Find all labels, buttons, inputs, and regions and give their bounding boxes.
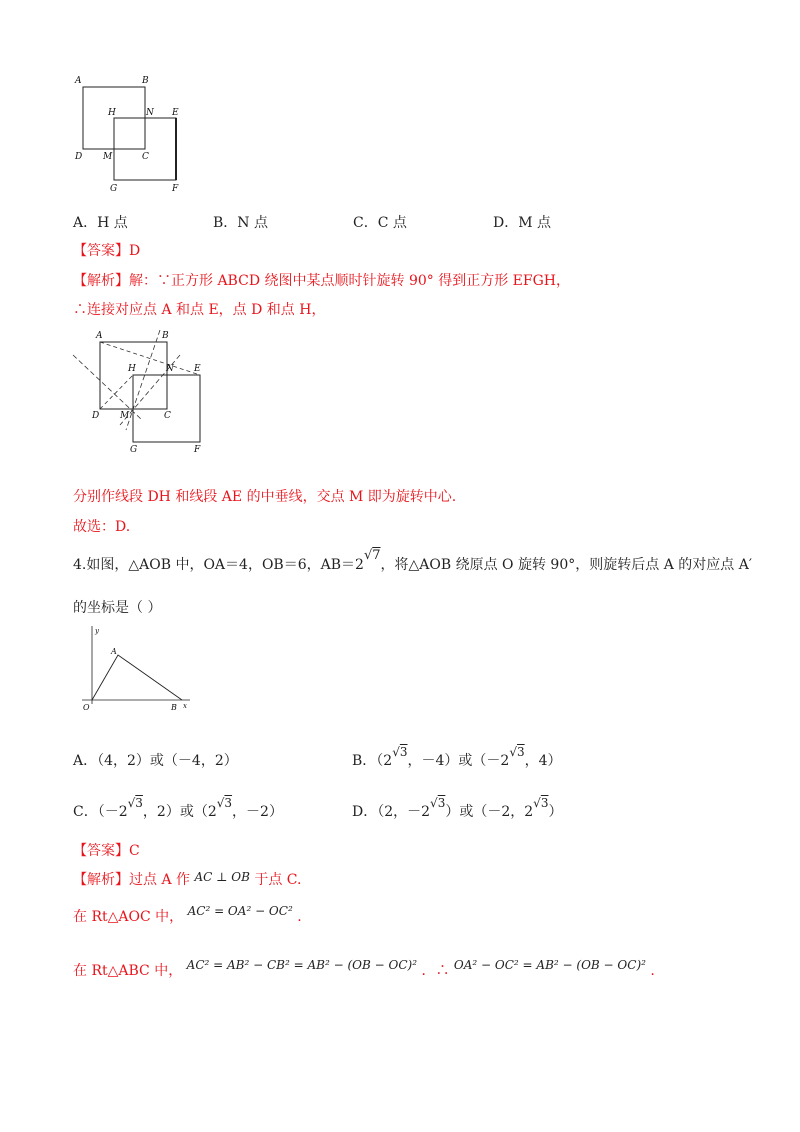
label-A: A: [75, 76, 82, 86]
q4-option-b: B．（2√3，－4）或（－2√3，4）: [352, 745, 562, 769]
label-B: B: [142, 76, 149, 86]
label-H: H: [108, 108, 116, 118]
svg-text:C: C: [164, 411, 171, 421]
svg-text:D: D: [92, 411, 100, 421]
figure-two-squares: [70, 70, 190, 195]
q4-stem-line2: 的坐标是（ ）: [73, 600, 162, 616]
q3-option-d: D．M 点: [493, 215, 552, 231]
q4-stem-line1: 4.如图，△AOB 中，OA＝4，OB＝6，AB＝2√7，将△AOB 绕原点 O 旋转 90°，则旋转后点 A 的对应点 A′: [73, 548, 752, 573]
axis-x: x: [183, 702, 187, 710]
label-M: M: [103, 152, 113, 162]
svg-text:B: B: [162, 331, 169, 341]
label-G: G: [110, 184, 118, 194]
axis-y: y: [95, 627, 99, 635]
sqrt7-arg: 7: [372, 548, 381, 563]
svg-text:N: N: [166, 364, 174, 374]
label-E: E: [172, 108, 179, 118]
q4-analysis-line1: 【解析】过点 A 作 AC ⊥ OB 于点 C.: [73, 870, 302, 888]
q4-analysis-line3: 在 Rt△ABC 中， AC² = AB² − CB² = AB² − (OB − OC)² ．∴ OA² − OC² = AB² − (OB − OC)² .: [73, 958, 655, 979]
svg-text:F: F: [194, 445, 201, 455]
q3-option-c: C．C 点: [353, 215, 407, 231]
svg-text:H: H: [128, 364, 136, 374]
q3-analysis-line2: ∴连接对应点 A 和点 E，点 D 和点 H，: [73, 302, 326, 318]
label-D: D: [75, 152, 83, 162]
q4-option-c: C．（－2√3，2）或（2√3，－2）: [73, 796, 283, 820]
figure-rotation-center: [70, 325, 220, 460]
q3-option-b: B．N 点: [213, 215, 268, 231]
svg-text:E: E: [194, 364, 201, 374]
q4-answer: 【答案】C: [73, 843, 140, 859]
figure-triangle-aob: [78, 622, 198, 712]
label-N: N: [146, 108, 154, 118]
q3-option-a: A．H 点: [73, 215, 128, 231]
q4-analysis-line2: 在 Rt△AOC 中， AC² = OA² − OC² .: [73, 904, 302, 925]
origin-O: O: [83, 703, 90, 712]
vertex-A: A: [111, 647, 117, 656]
label-F: F: [172, 184, 179, 194]
svg-text:M: M: [120, 411, 130, 421]
q4-option-a: A．（4，2）或（－4，2）: [73, 753, 238, 769]
q4-option-d: D．（2，－2√3）或（－2，2√3）: [352, 796, 563, 820]
q3-analysis-line4: 故选：D.: [73, 519, 131, 535]
q3-analysis-line3: 分别作线段 DH 和线段 AE 的中垂线，交点 M 即为旋转中心.: [73, 489, 457, 505]
q3-answer: 【答案】D: [73, 243, 141, 259]
svg-text:G: G: [130, 445, 138, 455]
svg-text:A: A: [96, 331, 103, 341]
vertex-B: B: [171, 703, 177, 712]
label-C: C: [142, 152, 149, 162]
q3-analysis-line1: 【解析】解：∵正方形 ABCD 绕图中某点顺时针旋转 90° 得到正方形 EFGH，: [73, 273, 570, 289]
